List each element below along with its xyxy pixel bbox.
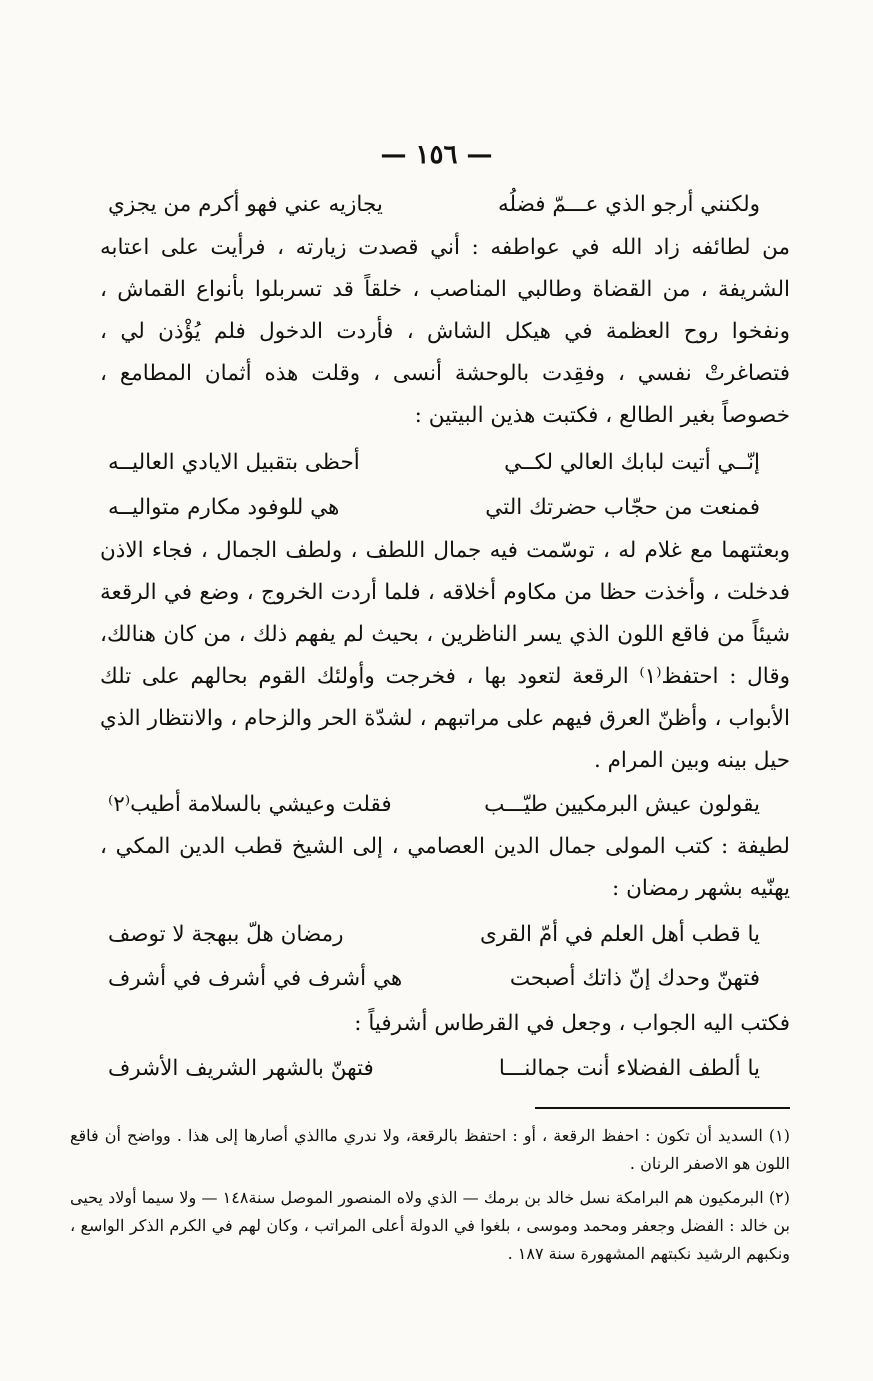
verse-3-second-hemistich: هي للوفود مكارم متواليــه <box>108 495 340 520</box>
verse-3 <box>100 487 790 529</box>
verse-1-second-hemistich: يجازيه عني فهو أكرم من يجزي <box>108 192 383 217</box>
verse-5-second-hemistich: رمضان هلّ ببهجة لا توصف <box>108 922 344 947</box>
verse-2 <box>100 442 790 484</box>
verse-4-first-hemistich: يقولون عيش البرمكيين طيّـــب <box>484 792 760 817</box>
paragraph-reply: فكتب اليه الجواب ، وجعل في القرطاس أشرفياً : <box>354 1011 790 1036</box>
verse-2-first-hemistich: إنّــي أتيت لبابك العالي لكــي <box>504 450 760 475</box>
footnote-divider <box>535 1107 790 1109</box>
verse-2-second-hemistich: أحظى بتقبيل الايادي العاليــه <box>108 450 360 475</box>
verse-7-second-hemistich: فتهنّ بالشهر الشريف الأشرف <box>108 1056 374 1081</box>
footnote-2: (٢) البرمكيون هم البرامكة نسل خالد بن برمك — الذي ولاه المنصور الموصل سنة١٤٨ — ولا سيما أولاد يحيى بن خالد : الفضل وجعفر ومحمد وموسى ، بلغوا في الدولة أعلى المراتب ، وكان لهم في الكرم الذكر الواسع ، ونكبهم الرشيد نكبتهم المشهورة سنة ١٨٧ . <box>70 1188 790 1263</box>
verse-3-first-hemistich: فمنعت من حجّاب حضرتك التي <box>485 495 760 520</box>
verse-5-first-hemistich: يا قطب أهل العلم في أمّ القرى <box>479 922 760 947</box>
verse-6 <box>100 958 790 1000</box>
paragraph-visit-story: من لطائفه زاد الله في عواطفه : أني قصدت زيارته ، فرأيت على اعتابه الشريفة ، من القضاة وطالبي المناصب ، خلقاً قد تسربلوا بأنواع القماش ، ونفخوا روح العظمة في هيكل الشاش ، فأردت الدخول فلم يُؤْذن لي ، فتصاغرتْ نفسي ، وفقِدت بالوحشة أنسى ، وقلت هذه أثمان المطامع ، خصوصاً بغير الطالع ، فكتبت هذين البيتين : <box>100 235 790 428</box>
verse-6-second-hemistich: هي أشرف في أشرف في أشرف <box>108 966 403 991</box>
verse-5 <box>100 914 790 956</box>
paragraph-anecdote: لطيفة : كتب المولى جمال الدين العصامي ، إلى الشيخ قطب الدين المكي ، يهنّيه بشهر رمضان : <box>100 834 790 901</box>
paragraph-entry-story: وبعثتهما مع غلام له ، توسّمت فيه جمال اللطف ، ولطف الجمال ، فجاء الاذن فدخلت ، وأخذت حظا من مكاوم أخلاقه ، فلما أردت الخروج ، وضع في الرقعة شيئاً من فاقع اللون الذي يسر الناظرين ، بحيث لم يفهم ذلك ، من كان هنالك، وقال : احتفظ⁽١⁾ الرقعة لتعود بها ، فخرجت وأولئك القوم بحالهم على تلك الأبواب ، وأظنّ العرق فيهم على مراتبهم ، لشدّة الحر والزحام ، والانتظار الذي حيل بينه وبين المرام . <box>100 538 790 773</box>
footnote-1: (١) السديد أن تكون : احفظ الرقعة ، أو : احتفظ بالرقعة، ولا ندري ماالذي أصارها إلى هذا . وواضح أن فاقع اللون هو الاصفر الرنان . <box>70 1126 790 1173</box>
verse-1 <box>100 184 790 226</box>
verse-4 <box>100 784 790 826</box>
verse-4-second-hemistich: فقلت وعيشي بالسلامة أطيب⁽٢⁾ <box>108 792 392 817</box>
verse-7-first-hemistich: يا ألطف الفضلاء أنت جمالنـــا <box>498 1056 760 1081</box>
verse-6-first-hemistich: فتهنّ وحدك إنّ ذاتك أصبحت <box>509 966 760 991</box>
page-number: — ١٥٦ — <box>380 140 493 170</box>
verse-7 <box>100 1048 790 1090</box>
verse-1-first-hemistich: ولكنني أرجو الذي عـــمّ فضلُه <box>497 192 760 217</box>
